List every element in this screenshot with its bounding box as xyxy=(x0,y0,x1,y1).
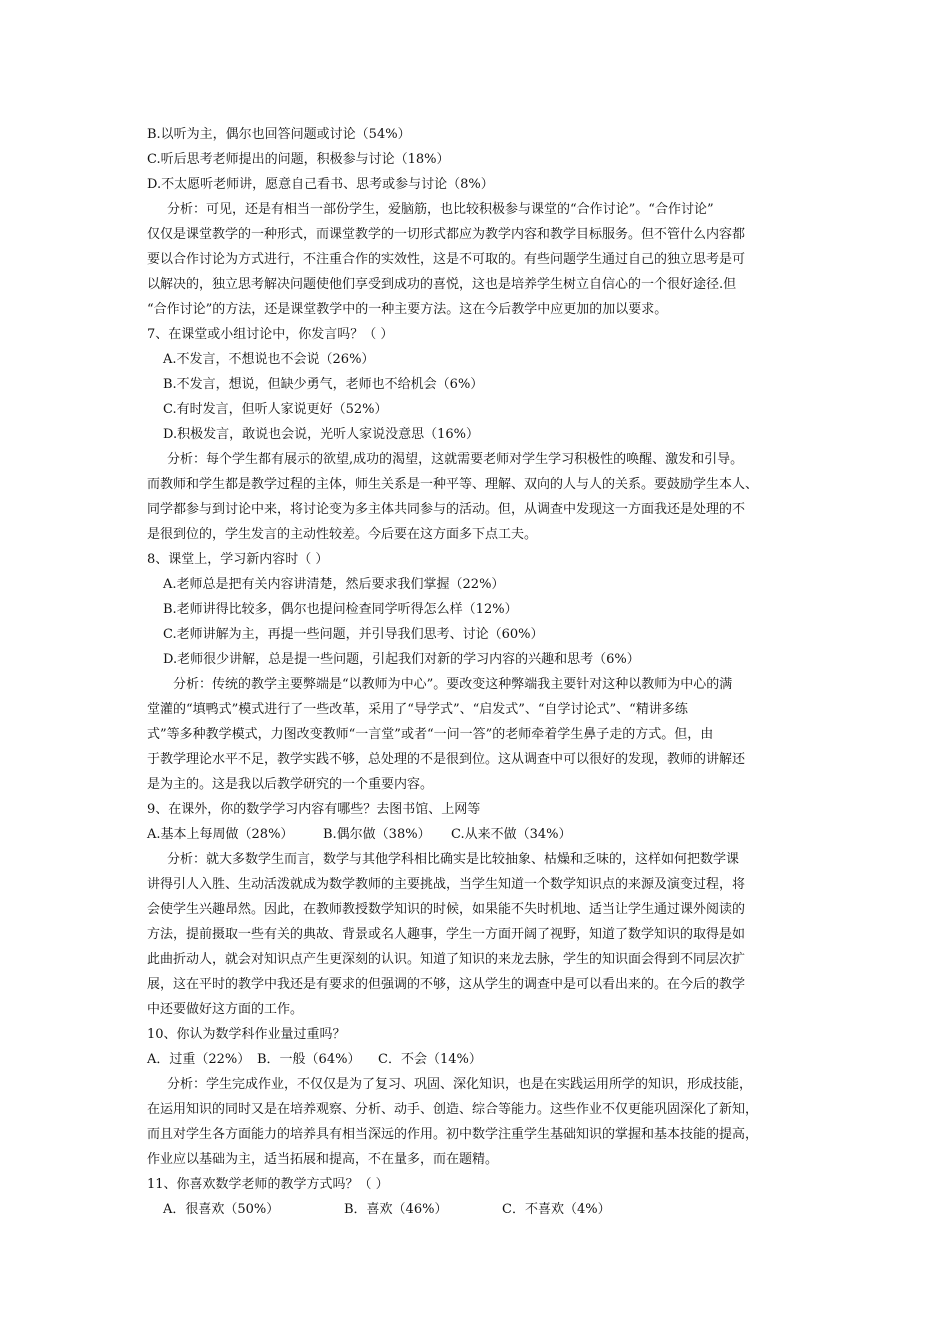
q9-option-b: B.偶尔做（38%） xyxy=(323,827,431,842)
analysis-9-line: 讲得引人入胜、生动活泼就成为数学教师的主要挑战，当学生知道一个数学知识点的来源及演变过程，将 xyxy=(147,877,746,892)
analysis-7-line: 同学都参与到讨论中来，将讨论变为多主体共同参与的活动。但，从调查中发现这一方面我还是处理的不 xyxy=(147,502,746,517)
analysis-6-line: “合作讨论”的方法，还是课堂教学中的一种主要方法。这在今后教学中应更加的加以要求。 xyxy=(147,302,668,317)
analysis-9-line: 展，这在平时的教学中我还是有要求的但强调的不够，这从学生的调查中是可以看出来的。在今后的教学 xyxy=(147,977,746,992)
analysis-9-line: 中还要做好这方面的工作。 xyxy=(147,1002,304,1017)
analysis-10-line: 作业应以基础为主，适当拓展和提高，不在量多，而在题精。 xyxy=(147,1152,499,1167)
question-10: 10、你认为数学科作业量过重吗？ xyxy=(147,1027,346,1042)
analysis-8-line: 分析：传统的教学主要弊端是“以教师为中心”。要改变这种弊端我主要针对这种以教师为中心的满 xyxy=(173,677,733,692)
analysis-10-line: 而且对学生各方面能力的培养具有相当深远的作用。初中数学注重学生基础知识的掌握和基本技能的提高， xyxy=(147,1127,759,1142)
q11-options xyxy=(163,1202,831,1218)
q7-option-d: D.积极发言，敢说也会说，光听人家说没意思（16%） xyxy=(163,427,479,442)
q7-option-b: B.不发言，想说，但缺少勇气，老师也不给机会（6%） xyxy=(163,377,484,392)
analysis-10-line: 分析：学生完成作业，不仅仅是为了复习、巩固、深化知识，也是在实践运用所学的知识，形成技能， xyxy=(167,1077,753,1092)
analysis-7-line: 是很到位的，学生发言的主动性较差。今后要在这方面多下点工夫。 xyxy=(147,527,538,542)
question-7: 7、在课堂或小组讨论中，你发言吗？（ ） xyxy=(147,327,394,342)
q8-option-c: C.老师讲解为主，再提一些问题，并引导我们思考、讨论（60%） xyxy=(163,627,544,642)
analysis-9-line: 会使学生兴趣昂然。因此，在教师教授数学知识的时候，如果能不失时机地、适当让学生通过课外阅读的 xyxy=(147,902,746,917)
analysis-9-line: 分析：就大多数学生而言，数学与其他学科相比确实是比较抽象、枯燥和乏味的，这样如何把数学课 xyxy=(167,852,740,867)
question-9: 9、在课外，你的数学学习内容有哪些？去图书馆、上网等 xyxy=(147,802,481,817)
analysis-6-line: 分析：可见，还是有相当一部份学生，爱脑筋，也比较积极参与课堂的“合作讨论”。“合作讨论” xyxy=(167,202,714,217)
analysis-7-line: 分析：每个学生都有展示的欲望,成功的渴望，这就需要老师对学生学习积极性的唤醒、激发和引导。 xyxy=(167,452,744,467)
analysis-6-line: 要以合作讨论为方式进行，不注重合作的实效性，这是不可取的。有些问题学生通过自己的独立思考是可 xyxy=(147,252,746,267)
q9-options xyxy=(147,827,815,843)
q8-option-b: B.老师讲得比较多，偶尔也提问检查同学听得怎么样（12%） xyxy=(163,602,518,617)
analysis-9-line: 此曲折动人，就会对知识点产生更深刻的认识。知道了知识的来龙去脉，学生的知识面会得到不同层次扩 xyxy=(147,952,746,967)
q9-option-a: A.基本上每周做（28%） xyxy=(147,827,294,842)
q6-option-d: D.不太愿听老师讲，愿意自己看书、思考或参与讨论（8%） xyxy=(147,177,494,192)
q7-option-a: A.不发言，不想说也不会说（26%） xyxy=(163,352,375,367)
q10-options xyxy=(147,1052,815,1068)
q9-option-c: C.从来不做（34%） xyxy=(451,827,572,842)
q7-option-c: C.有时发言，但听人家说更好（52%） xyxy=(163,402,388,417)
q11-option-b: B．喜欢（46%） xyxy=(344,1202,448,1217)
analysis-6-line: 仅仅是课堂教学的一种形式，而课堂教学的一切形式都应为教学内容和教学目标服务。但不管什么内容都 xyxy=(147,227,746,242)
q10-option-a: A．过重（22%） xyxy=(147,1052,251,1067)
analysis-6-line: 以解决的，独立思考解决问题使他们享受到成功的喜悦，这也是培养学生树立自信心的一个很好途径.但 xyxy=(147,277,737,292)
q8-option-d: D.老师很少讲解，总是提一些问题，引起我们对新的学习内容的兴趣和思考（6%） xyxy=(163,652,640,667)
analysis-10-line: 在运用知识的同时又是在培养观察、分析、动手、创造、综合等能力。这些作业不仅更能巩固深化了新知， xyxy=(147,1102,759,1117)
analysis-8-line: 式”等多种教学模式，力图改变教师“一言堂”或者“一问一答”的老师牵着学生鼻子走的方式。但，由 xyxy=(147,727,714,742)
analysis-8-line: 于教学理论水平不足，教学实践不够，总处理的不是很到位。这从调查中可以很好的发现，教师的讲解还 xyxy=(147,752,746,767)
q11-option-c: C．不喜欢（4%） xyxy=(502,1202,611,1217)
question-8: 8、课堂上，学习新内容时（ ） xyxy=(147,552,329,567)
q6-option-c: C.听后思考老师提出的问题，积极参与讨论（18%） xyxy=(147,152,450,167)
q10-option-b: B．一般（64%） xyxy=(257,1052,361,1067)
q11-option-a: A．很喜欢（50%） xyxy=(163,1202,280,1217)
analysis-8-line: 堂灌的“填鸭式”模式进行了一些改革，采用了“导学式”、“启发式”、“自学讨论式”、“精讲多练 xyxy=(147,702,688,717)
analysis-7-line: 而教师和学生都是教学过程的主体，师生关系是一种平等、理解、双向的人与人的关系。要鼓励学生本人、 xyxy=(147,477,759,492)
q6-option-b: B.以听为主，偶尔也回答问题或讨论（54%） xyxy=(147,127,411,142)
analysis-9-line: 方法，提前摄取一些有关的典故、背景或名人趣事，学生一方面开阔了视野，知道了数学知识的取得是如 xyxy=(147,927,746,942)
analysis-8-line: 是为主的。这是我以后教学研究的一个重要内容。 xyxy=(147,777,434,792)
question-11: 11、你喜欢数学老师的教学方式吗？（ ） xyxy=(147,1177,389,1192)
q8-option-a: A.老师总是把有关内容讲清楚，然后要求我们掌握（22%） xyxy=(163,577,505,592)
q10-option-c: C．不会（14%） xyxy=(378,1052,482,1067)
